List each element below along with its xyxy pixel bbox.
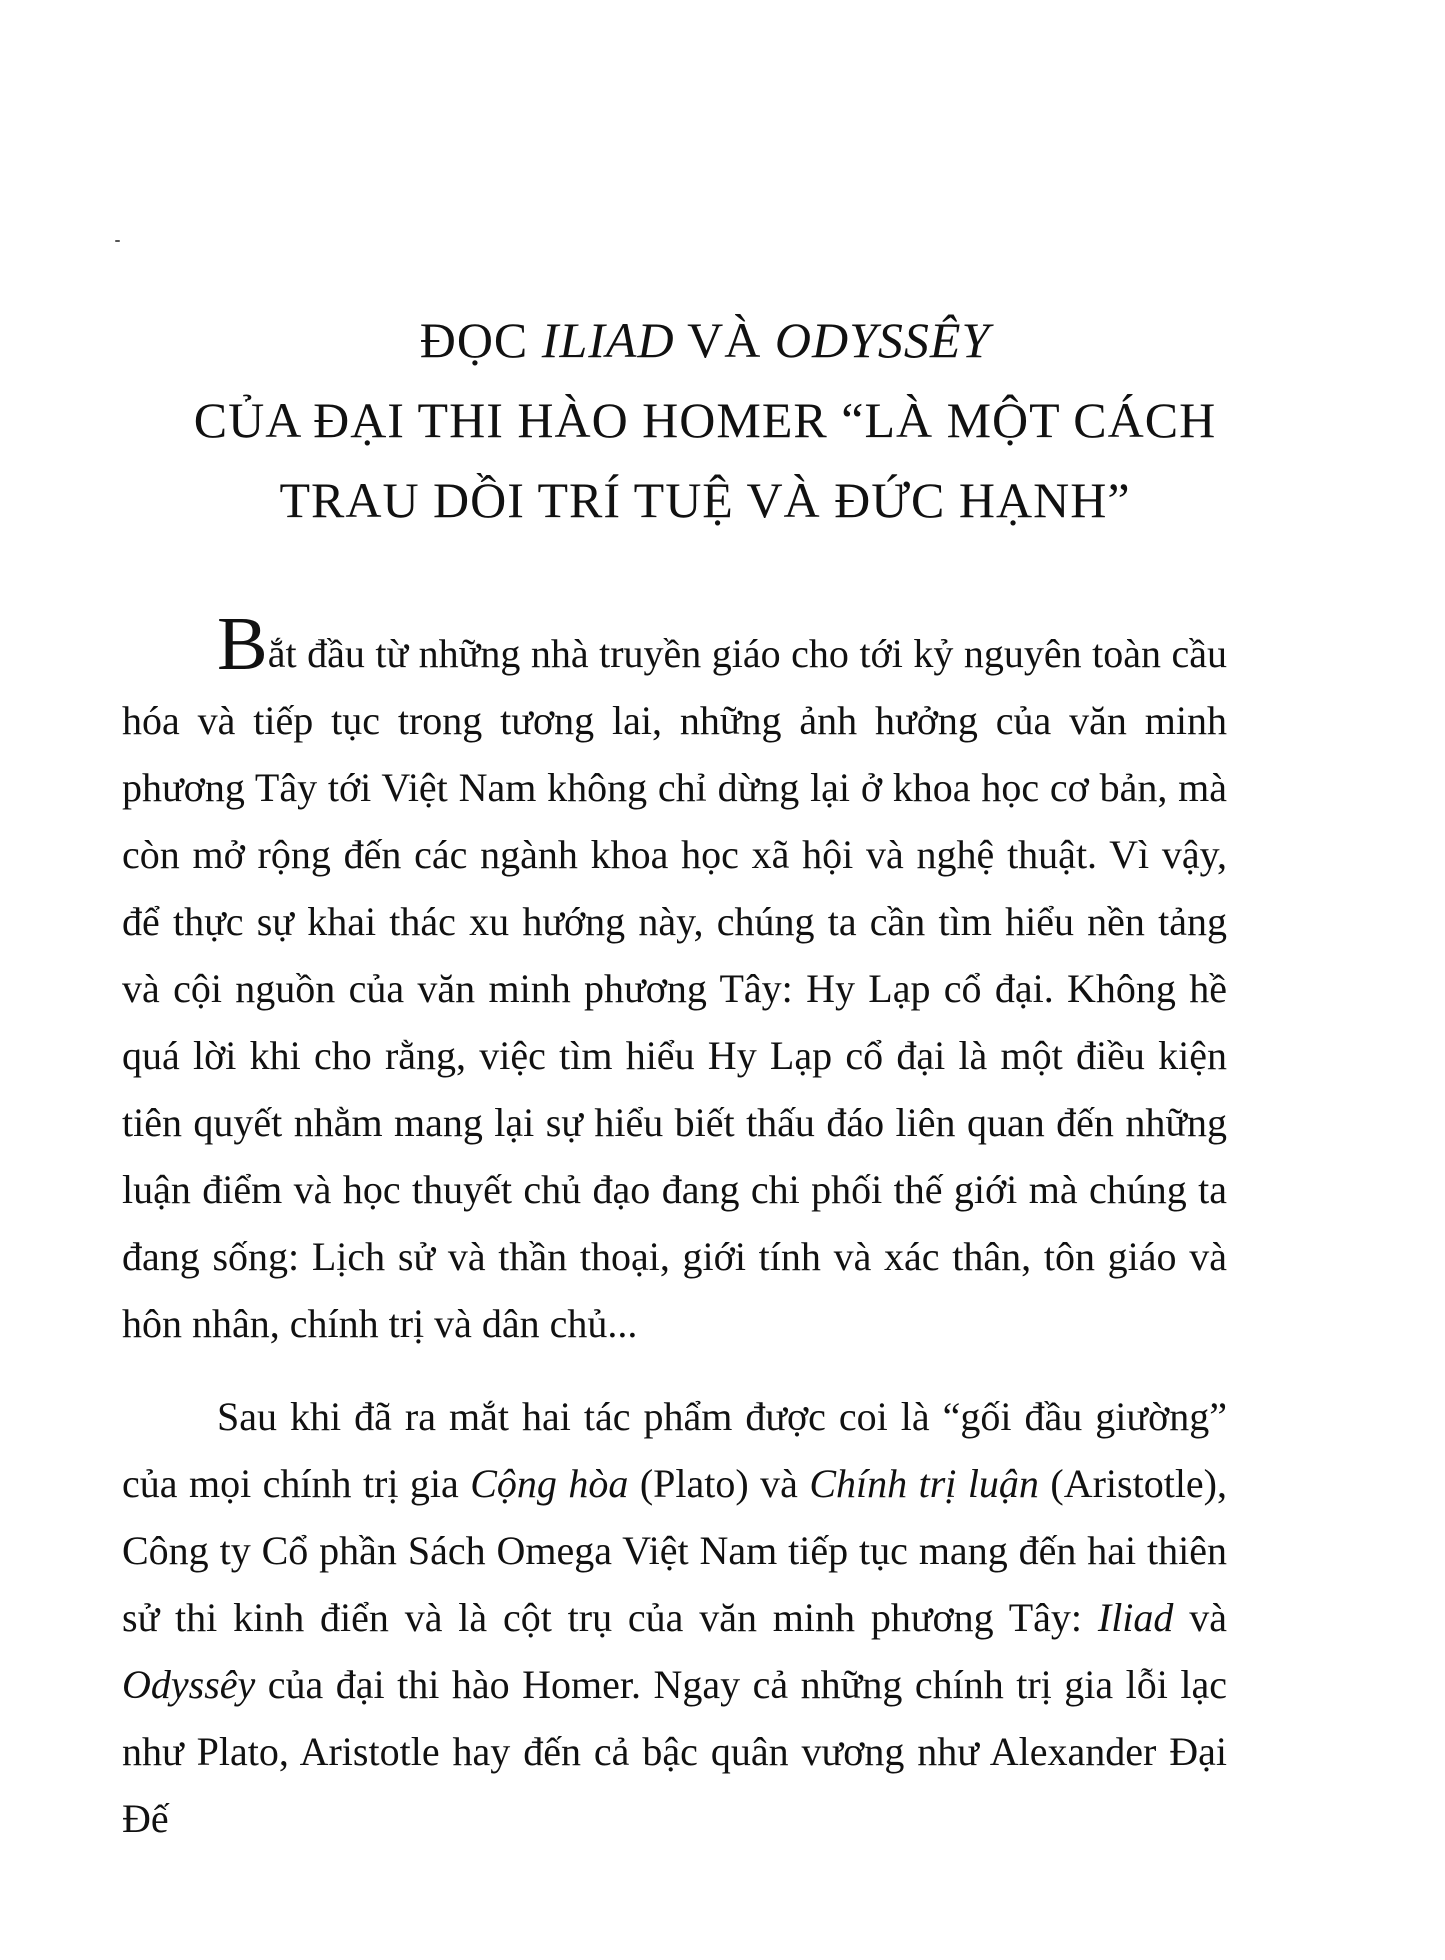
paragraph-1 (122, 602, 1227, 1357)
paragraph-2-text: Sau khi đã ra mắt hai tác phẩm được coi là “gối đầu giường” của mọi chính trị gia (122, 1394, 1227, 1506)
paragraph-2 (122, 1383, 1227, 1852)
book-title-iliad: Iliad (1097, 1595, 1174, 1640)
heading-line-1 (150, 300, 1260, 380)
body-text (122, 602, 1228, 1852)
heading-line-2: CỦA ĐẠI THI HÀO HOMER “LÀ MỘT CÁCH (193, 392, 1217, 448)
paragraph-1-text: ắt đầu từ những nhà truyền giáo cho tới kỷ nguyên toàn cầu hóa và tiếp tục trong tương lai, những ảnh hưởng của văn minh phương Tây tới Việt Nam không chỉ dừng lại ở khoa học cơ bản, mà còn mở rộng đến các ngành khoa học xã hội và nghệ thuật. Vì vậy, để thực sự khai thác xu hướng này, chúng ta cần tìm hiểu nền tảng và cội nguồn của văn minh phương Tây: Hy Lạp cổ đại. Không hề quá lời khi cho rằng, việc tìm hiểu Hy Lạp cổ đại là một điều kiện tiên quyết nhằm mang lại sự hiểu biết thấu đáo liên quan đến những luận điểm và học thuyết chủ đạo đang chi phối thế giới mà chúng ta đang sống: Lịch sử và thần thoại, giới tính và xác thân, tôn giáo và hôn nhân, chính trị và dân chủ... (122, 631, 1227, 1346)
scan-speck (115, 240, 120, 242)
paragraph-2-text: (Plato) và (628, 1461, 810, 1506)
heading-text: ĐỌC (419, 312, 542, 368)
book-title-odyssey: Odyssêy (122, 1662, 256, 1707)
heading-italic-iliad: ILIAD (541, 312, 675, 368)
paragraph-2-text: của đại thi hào Homer. Ngay cả những chính trị gia lỗi lạc như Plato, Aristotle hay đến cả bậc quân vương như Alexander Đại Đế (122, 1662, 1227, 1841)
book-title-cong-hoa: Cộng hòa (470, 1461, 629, 1506)
book-title-chinh-tri-luan: Chính trị luận (809, 1461, 1039, 1506)
heading-line-3: TRAU DỒI TRÍ TUỆ VÀ ĐỨC HẠNH” (279, 472, 1131, 528)
paragraph-2-text: và (1173, 1595, 1227, 1640)
drop-cap: B (217, 602, 268, 686)
heading-text: VÀ (674, 312, 775, 368)
paragraph-2-text: (Aristotle), Công ty Cổ phần Sách Omega Việt Nam tiếp tục mang đến hai thiên sử thi kinh điển và là cột trụ của văn minh phương Tây: (122, 1461, 1228, 1640)
heading-italic-odyssey: ODYSSÊY (774, 312, 991, 368)
chapter-heading (150, 300, 1260, 540)
